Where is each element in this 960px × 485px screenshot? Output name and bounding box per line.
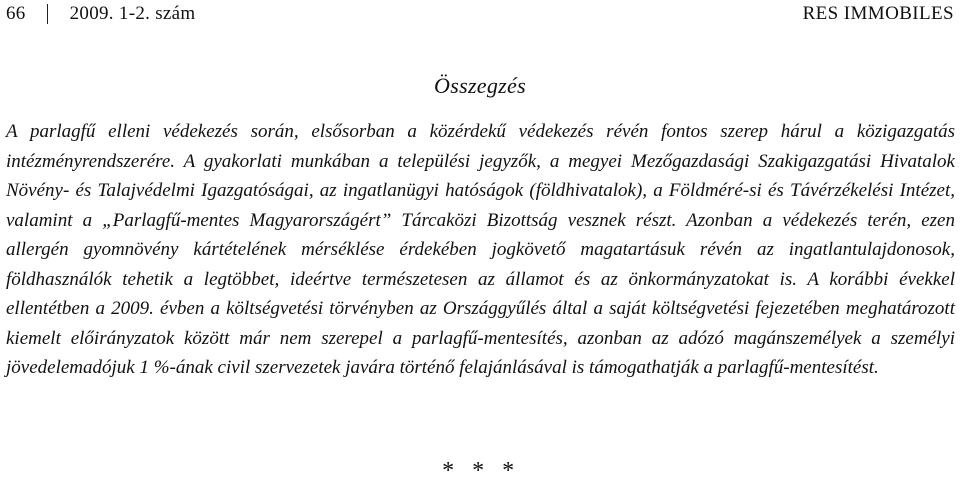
header-left <box>6 3 195 25</box>
journal-title: RES IMMOBILES <box>802 3 954 24</box>
issue-label: 2009. 1-2. szám <box>69 3 196 24</box>
section-separator: * * * <box>441 458 519 484</box>
page-header <box>6 0 954 28</box>
page-number: 66 <box>6 3 26 24</box>
summary-heading: Összegzés <box>434 73 526 98</box>
header-divider <box>47 4 48 24</box>
summary-paragraph: A parlagfű elleni védekezés során, elsősorban a közérdekű védekezés révén fontos szerep hárul a közigazgatás intézményrendszerére. A gyakorlati munkában a települési jegyzők, a megyei Mezőgazdasági Szakigazgatási Hivatalok Növény- és Talajvédelmi Igazgatóságai, az ingatlanügyi hatóságok (földhivatalok), a Földméré-si és Távérzékelési Intézet, valamint a „Parlagfű-mentes Magyarországért” Tárcaközi Bizottság vesznek részt. Azonban a védekezés terén, ezen allergén gyomnövény kártételének mérséklése érdekében jogkövető magatartásuk révén az ingatlantulajdonosok, földhasználók tehetik a legtöbbet, ideértve természetesen az államot és az önkormányzatokat is. A korábbi évekkel ellentétben a 2009. évben a költségvetési törvényben az Országgyűlés által a saját költségvetési fejezetében meghatározott kiemelt előirányzatok között már nem szerepel a parlagfű-mentesítés, azonban az adózó magánszemélyek a személyi jövedelemadójuk 1 %-ának civil szervezetek javára történő felajánlásával is támogathatják a parlagfű-mentesítést. <box>6 121 955 378</box>
